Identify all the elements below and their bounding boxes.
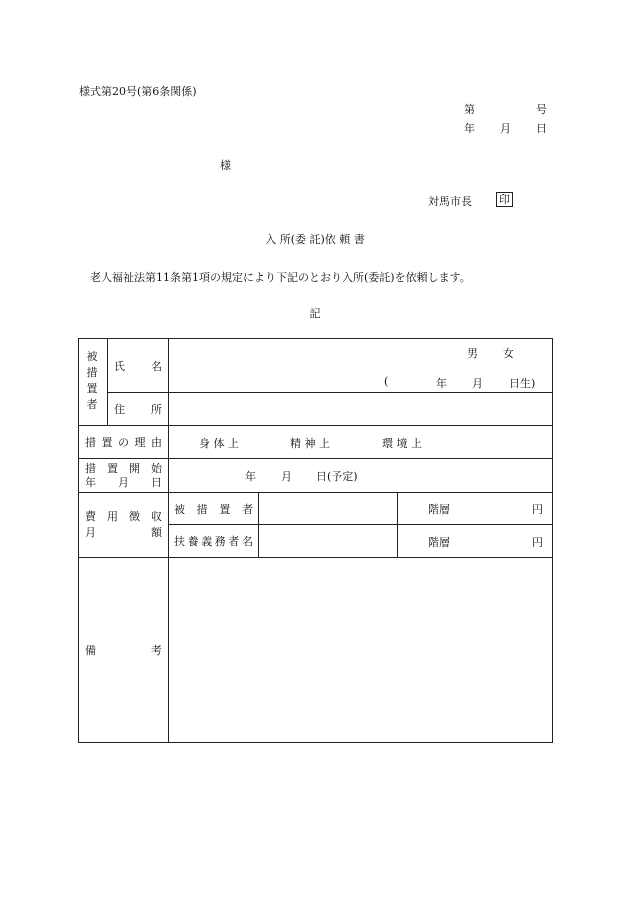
date-day: 日 [536, 122, 547, 135]
label-char: 名 [241, 535, 253, 548]
label-char: 置 [107, 461, 118, 475]
hisochisha-vertical-label [85, 349, 99, 413]
label-char: 被 [86, 350, 98, 363]
label-char: 務 [214, 535, 226, 548]
label-char: 措 [196, 502, 208, 516]
fee-row-hisochisha-name[interactable] [259, 493, 398, 525]
fee-row-hisochisha-amount[interactable] [398, 493, 553, 525]
number-suffix: 号 [536, 103, 547, 116]
label-char: 置 [219, 502, 231, 516]
female-option[interactable]: 女 [503, 347, 514, 360]
address-label-cell [108, 393, 169, 426]
date-month: 月 [500, 122, 511, 135]
label-char: 年 [85, 475, 96, 489]
seal-box: 印 [496, 192, 513, 207]
label-char: 開 [129, 461, 140, 475]
label-char: 始 [151, 461, 162, 475]
birth-day: 日生) [509, 377, 536, 390]
birth-year: 年 [436, 377, 447, 390]
label-char: 置 [101, 436, 113, 449]
label-char: 養 [187, 535, 199, 548]
sender-title: 対馬市長 [428, 195, 472, 208]
start-month: 月 [281, 470, 292, 483]
request-form-table [78, 338, 553, 743]
seal-mark [496, 192, 513, 207]
body-text: 老人福祉法第11条第1項の規定により下記のとおり入所(委託)を依頼します。 [90, 271, 471, 284]
fee-row-fuyou-amount[interactable] [398, 525, 553, 558]
start-date-value-cell[interactable] [169, 459, 553, 493]
label-char: 月 [85, 526, 96, 539]
start-day-planned: 日(予定) [316, 470, 358, 483]
name-label-cell [108, 339, 169, 393]
label-char: 考 [151, 644, 162, 657]
label-char: 収 [151, 510, 162, 523]
label-char: 住 [114, 403, 125, 416]
label-char: 費 [85, 510, 96, 523]
document-title: 入 所(委 託)依 頼 書 [265, 233, 365, 246]
fee-label-cell [79, 493, 169, 558]
remarks-value-cell[interactable] [169, 558, 553, 743]
fee-row-fuyou-name[interactable] [259, 525, 398, 558]
label-char: 月 [118, 475, 129, 489]
kaisou-label: 階層 [428, 503, 450, 516]
label-char: 所 [151, 403, 162, 416]
start-year: 年 [245, 470, 256, 483]
label-char: 徴 [129, 510, 140, 523]
addressee-honorific: 様 [220, 159, 231, 172]
label-char: 用 [107, 510, 118, 523]
label-char: 者 [241, 502, 253, 516]
number-prefix: 第 [464, 103, 475, 116]
ki-heading: 記 [309, 307, 321, 320]
birth-open-paren: ( [384, 375, 389, 388]
fee-row-fuyou-label [169, 525, 259, 558]
label-char: 額 [151, 526, 162, 539]
form-number: 様式第20号(第6条関係) [79, 85, 197, 98]
reason-value-cell[interactable] [169, 426, 553, 459]
reason-label-cell [79, 426, 169, 459]
remarks-label-cell [79, 558, 169, 743]
label-char: 措 [86, 366, 98, 379]
birth-month: 月 [472, 377, 483, 390]
label-char: 備 [85, 644, 96, 657]
start-date-label-cell [79, 459, 169, 493]
label-char: 由 [151, 436, 162, 449]
label-char: 氏 [114, 359, 125, 373]
label-char: 扶 [174, 535, 185, 548]
label-char: の [118, 436, 129, 449]
yen-label: 円 [532, 536, 543, 549]
address-value-cell[interactable] [169, 393, 553, 426]
hisochisha-header-cell [79, 339, 108, 426]
date-year: 年 [464, 122, 475, 135]
label-char: 置 [86, 382, 98, 395]
kaisou-label: 階層 [428, 536, 450, 549]
name-value-cell[interactable] [169, 339, 553, 393]
fee-row-hisochisha-label [169, 493, 259, 525]
label-char: 日 [151, 475, 162, 489]
yen-label: 円 [532, 503, 543, 516]
reason-physical[interactable]: 身 体 上 [199, 437, 239, 450]
label-char: 理 [134, 436, 146, 449]
reason-mental[interactable]: 精 神 上 [290, 437, 330, 450]
label-char: 義 [201, 535, 213, 548]
male-option[interactable]: 男 [467, 347, 478, 360]
label-char: 者 [86, 398, 98, 411]
label-char: 措 [85, 436, 96, 449]
label-char: 名 [151, 359, 162, 373]
reason-environmental[interactable]: 環 境 上 [382, 437, 422, 450]
label-char: 被 [174, 502, 185, 516]
label-char: 措 [85, 461, 96, 475]
label-char: 者 [228, 535, 240, 548]
